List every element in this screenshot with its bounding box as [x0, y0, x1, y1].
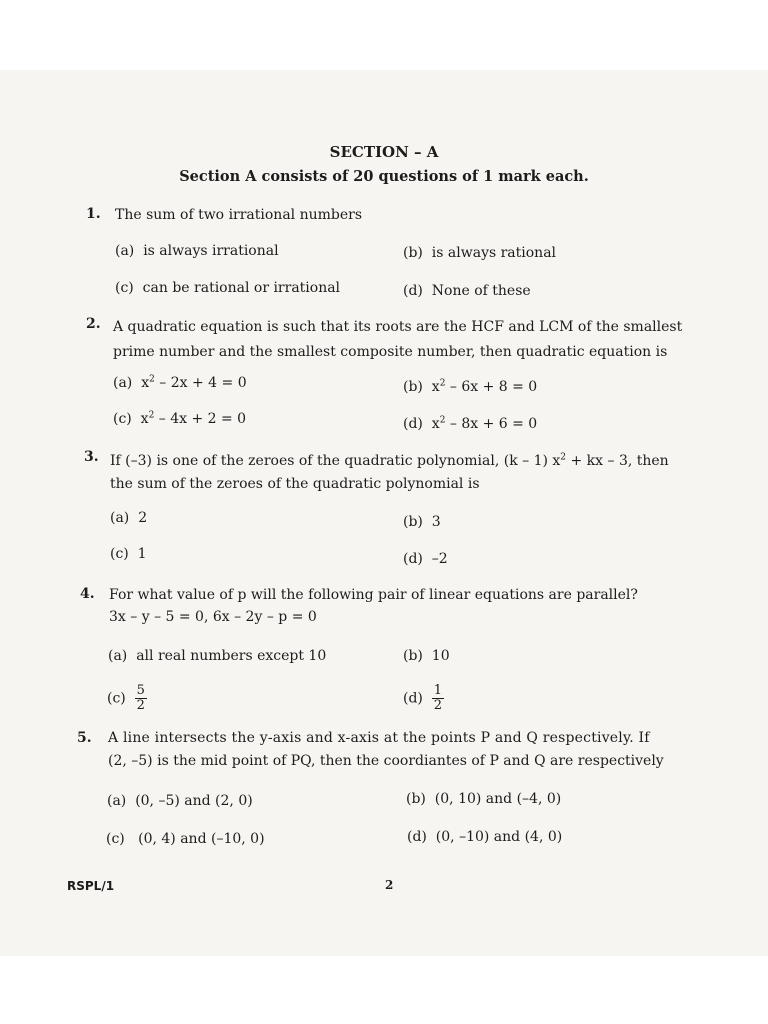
question-5-number: 5.	[77, 730, 92, 746]
question-3-option-a	[110, 509, 147, 527]
option-label: (c)	[110, 546, 129, 562]
question-2-option-b	[403, 378, 537, 396]
option-label: (b)	[403, 379, 423, 395]
option-label: (a)	[113, 375, 133, 391]
question-3-number: 3.	[84, 449, 99, 465]
paper-code: RSPL/1	[67, 879, 115, 893]
question-3-option-b	[403, 513, 441, 531]
option-label: (c)	[107, 690, 126, 707]
option-text: can be rational or irrational	[142, 280, 341, 296]
option-label: (d)	[403, 690, 423, 707]
question-2-option-d	[403, 415, 537, 433]
question-1-number: 1.	[86, 206, 101, 222]
question-2-text-line-2: prime number and the smallest composite number, then quadratic equation is	[113, 344, 668, 360]
question-3-option-d	[403, 550, 448, 568]
question-2-text-line-1: A quadratic equation is such that its roots are the HCF and LCM of the smallest	[113, 319, 683, 335]
question-1-option-c	[115, 279, 340, 297]
denominator: 2	[433, 698, 443, 713]
exponent: 2	[149, 374, 155, 385]
option-text: all real numbers except 10	[136, 648, 327, 664]
question-3-text-line-1	[110, 452, 669, 470]
option-text: is always irrational	[143, 243, 279, 259]
option-label: (a)	[107, 793, 127, 809]
option-text: – 6x + 8 = 0	[445, 379, 538, 395]
option-label: (d)	[403, 283, 423, 299]
option-text: x	[140, 411, 149, 427]
option-text: – 4x + 2 = 0	[154, 411, 247, 427]
question-5-option-b	[406, 790, 561, 808]
question-4-text-line-1: For what value of p will the following pair of linear equations are parallel?	[109, 587, 638, 603]
option-label: (d)	[403, 416, 423, 432]
question-2-option-a	[113, 374, 247, 392]
option-label: (b)	[403, 648, 423, 664]
question-4-text-line-2: 3x – y – 5 = 0, 6x – 2y – p = 0	[109, 609, 317, 625]
exponent: 2	[439, 378, 446, 389]
option-text: is always rational	[431, 245, 557, 261]
option-text: (0, 4) and (–10, 0)	[138, 831, 265, 847]
question-4-option-c	[107, 684, 147, 713]
option-label: (d)	[403, 551, 423, 567]
question-4-option-b	[403, 647, 450, 665]
question-5-text-line-2: (2, –5) is the mid point of PQ, then the coordiantes of P and Q are respectively	[108, 753, 664, 769]
question-text: + kx – 3, then	[566, 453, 669, 469]
option-label: (a)	[115, 243, 135, 259]
option-text: x	[141, 375, 150, 391]
numerator: 1	[433, 683, 443, 698]
option-text: 3	[431, 514, 441, 530]
question-4-number: 4.	[80, 586, 95, 602]
option-text: – 2x + 4 = 0	[154, 375, 247, 391]
option-text: (0, –5) and (2, 0)	[135, 793, 253, 809]
option-label: (a)	[108, 648, 128, 664]
option-label: (b)	[403, 514, 423, 530]
question-5-option-c	[106, 830, 265, 848]
option-label: (c)	[113, 411, 132, 427]
question-1-option-a	[115, 242, 279, 260]
question-5-option-a	[107, 792, 253, 810]
question-5-text-line-1: A line intersects the y-axis and x-axis at the points P and Q respectively. If	[108, 730, 650, 746]
option-label: (b)	[406, 791, 426, 807]
question-2-option-c	[113, 410, 246, 428]
option-text: (0, 10) and (–4, 0)	[434, 791, 562, 807]
option-text: 2	[138, 510, 148, 526]
numerator: 5	[136, 683, 145, 698]
exponent: 2	[148, 410, 155, 421]
question-4-option-d	[403, 684, 444, 713]
question-5-option-d	[407, 828, 562, 846]
option-text: x	[431, 379, 440, 395]
question-text: If (–3) is one of the zeroes of the quadratic polynomial, (k – 1) x	[110, 453, 561, 469]
option-text: None of these	[431, 283, 531, 299]
option-label: (c)	[115, 280, 134, 296]
page-number: 2	[385, 878, 394, 892]
option-text: 1	[137, 546, 147, 562]
question-2-number: 2.	[86, 316, 101, 332]
fraction	[135, 684, 147, 713]
option-text: –2	[431, 551, 448, 567]
question-3-option-c	[110, 545, 147, 563]
question-3-text-line-2: the sum of the zeroes of the quadratic polynomial is	[110, 476, 480, 492]
section-subtitle: Section A consists of 20 questions of 1 mark each.	[179, 168, 589, 185]
section-title: SECTION – A	[329, 143, 439, 161]
exponent: 2	[439, 415, 446, 426]
question-1-text: The sum of two irrational numbers	[115, 207, 363, 223]
option-text: – 8x + 6 = 0	[445, 416, 538, 432]
denominator: 2	[136, 698, 145, 713]
option-label: (c)	[106, 831, 125, 847]
option-text: 10	[431, 648, 450, 664]
fraction	[432, 684, 444, 713]
question-4-option-a	[108, 647, 326, 665]
option-label: (a)	[110, 510, 130, 526]
question-1-option-d	[403, 282, 531, 300]
option-text: x	[431, 416, 440, 432]
question-1-option-b	[403, 244, 556, 262]
option-text: (0, –10) and (4, 0)	[435, 829, 563, 845]
option-label: (b)	[403, 245, 423, 261]
option-label: (d)	[407, 829, 427, 845]
exponent: 2	[560, 452, 567, 463]
